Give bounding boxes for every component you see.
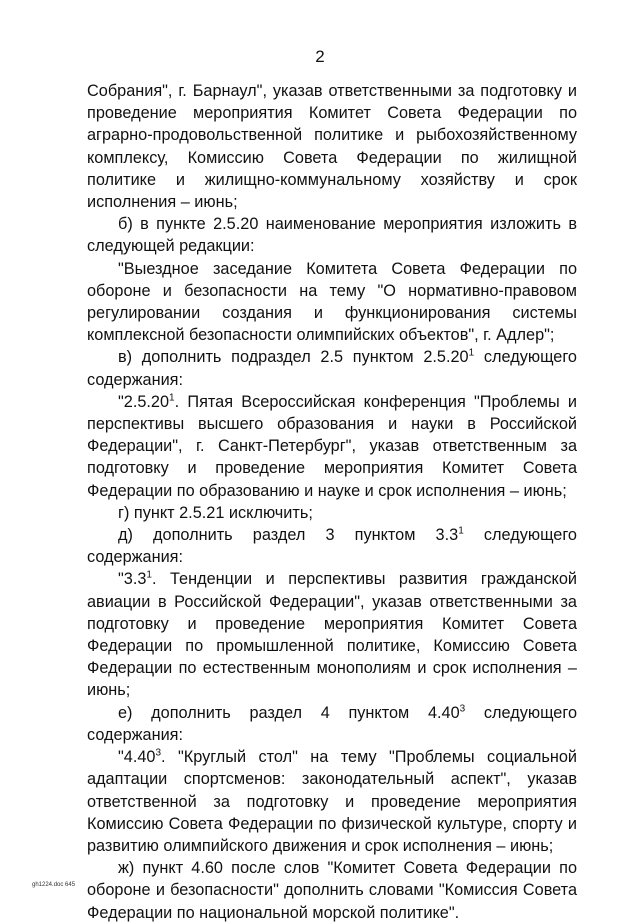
paragraph-item-b <box>87 213 577 257</box>
page-number: 2 <box>315 47 325 66</box>
superscript: 3 <box>459 703 466 715</box>
paragraph-text: . Пятая Всероссийская конференция "Проблемы и перспективы высшего образования и науки в Российской Федерации", г. Санкт-Петербург", указав ответственным за подготовку и проведение мероприятия Комитет Совета Федерации по образованию и науке и срок исполнения – июнь; <box>87 392 577 500</box>
paragraph-text: "3.3 <box>118 570 147 589</box>
paragraph-text: д) дополнить раздел 3 пунктом 3.3 <box>118 526 459 545</box>
paragraph-text: . Тенденции и перспективы развития гражданской авиации в Российской Федерации", указав ответственными за подготовку и проведение мероприятия Комитет Совета Федерации по промышленной политике, Комиссию Совета Федерации по естественным монополиям и срок исполнения – июнь; <box>87 570 577 700</box>
paragraph-quote-4-40-3 <box>87 746 577 857</box>
paragraph-text: ж) пункт 4.60 после слов "Комитет Совета Федерации по обороне и безопасности" дополнить словами "Комиссия Совета Федерации по национальной морской политике". <box>87 859 577 922</box>
superscript: 1 <box>458 525 464 537</box>
paragraph-text: следующего содержания: <box>87 703 577 744</box>
paragraph-item-g <box>87 502 577 524</box>
superscript: 1 <box>169 392 175 404</box>
paragraph-text: . "Круглый стол" на тему "Проблемы социальной адаптации спортсменов: законодательный аспект", указав ответственной за подготовку и проведение мероприятия Комиссию Совета Федерации по физической культуре, спорту и развитию олимпийского движения и срок исполнения – июнь; <box>87 748 577 855</box>
paragraph-quote-3-3-1 <box>87 568 577 701</box>
paragraph-quote-2-5-20 <box>87 258 577 347</box>
paragraph-continuation <box>87 80 577 213</box>
paragraph-text: "2.5.20 <box>118 392 170 411</box>
paragraph-item-v <box>87 346 577 390</box>
paragraph-item-d <box>87 524 577 568</box>
superscript: 1 <box>146 570 152 582</box>
document-body <box>87 80 577 924</box>
footer-file-code: gh1224.doc 645 <box>32 882 76 888</box>
paragraph-text: следующего содержания: <box>87 348 577 389</box>
paragraph-text: г) пункт 2.5.21 исключить; <box>118 503 313 522</box>
paragraph-text: б) в пункте 2.5.20 наименование мероприятия изложить в следующей редакции: <box>87 215 577 256</box>
paragraph-text: в) дополнить подраздел 2.5 пунктом 2.5.20 <box>118 348 469 367</box>
paragraph-item-e <box>87 702 577 746</box>
paragraph-text: "4.40 <box>118 748 156 767</box>
paragraph-text: следующего содержания: <box>87 526 577 567</box>
paragraph-text: Собрания", г. Барнаул", указав ответственными за подготовку и проведение мероприятия Комитет Совета Федерации по аграрно-продовольственной политике и рыбохозяйственному комплексу, Комиссию Совета Федерации по жилищной политике и жилищно-коммунальному хозяйству и срок исполнения – июнь; <box>87 82 577 212</box>
paragraph-text: "Выездное заседание Комитета Совета Федерации по обороне и безопасности на тему "О нормативно-правовом регулировании создания и функционирования системы комплексной безопасности олимпийских объектов", г. Адлер"; <box>87 259 577 345</box>
superscript: 1 <box>468 348 475 360</box>
paragraph-item-zh <box>87 857 577 924</box>
paragraph-text: е) дополнить раздел 4 пунктом 4.40 <box>118 703 460 722</box>
superscript: 3 <box>155 747 162 759</box>
paragraph-quote-2-5-20-1 <box>87 391 577 502</box>
